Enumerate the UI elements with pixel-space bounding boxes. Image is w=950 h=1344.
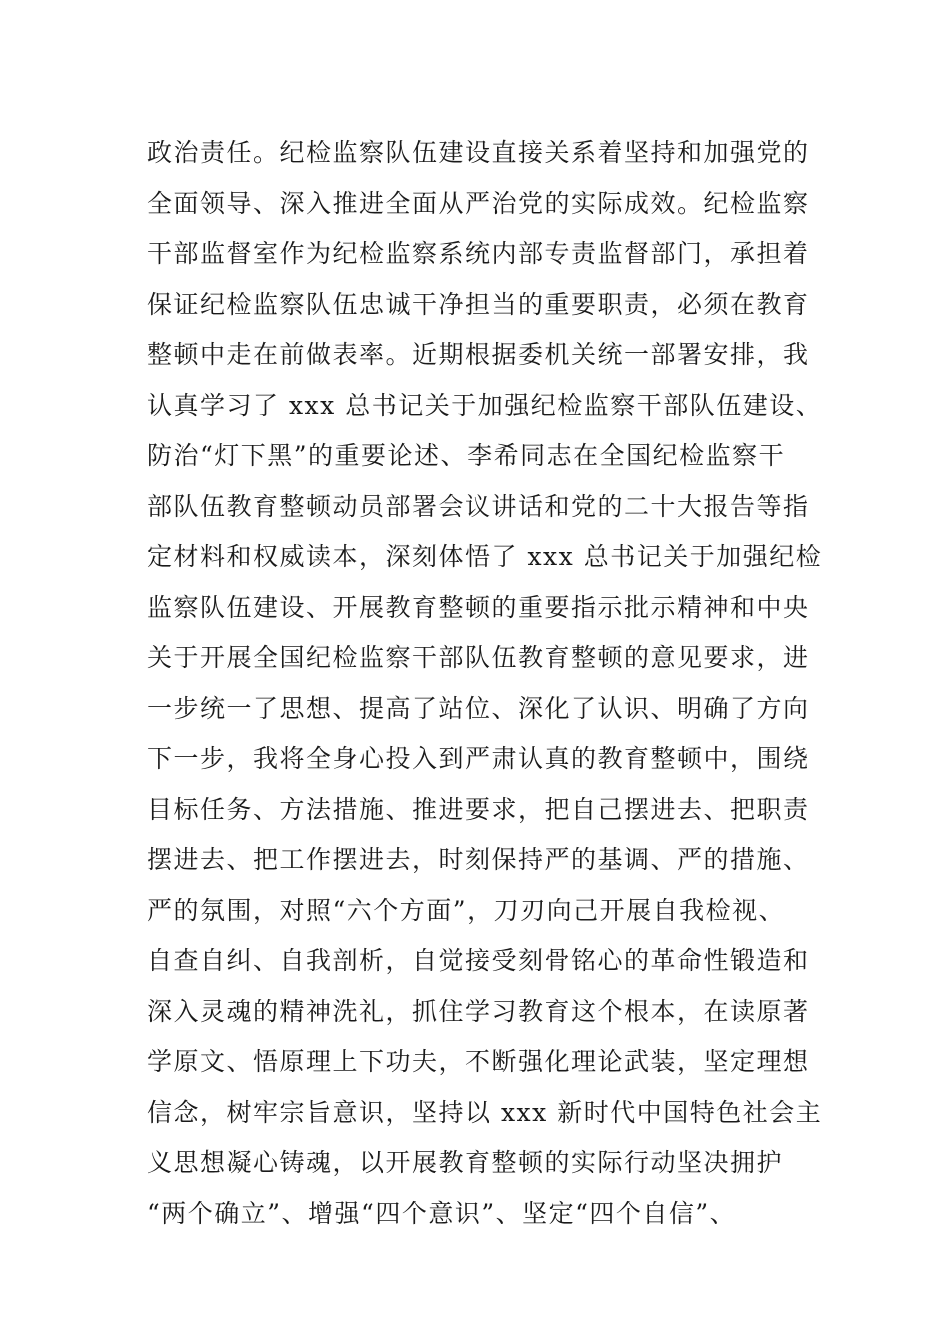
text-line-6: 认真学习了 xxx 总书记关于加强纪检监察干部队伍建设、 bbox=[147, 390, 823, 420]
text-line-17: 自查自纠、自我剖析，自觉接受刻骨铭心的革命性锻造和 bbox=[147, 946, 810, 975]
text-line-12: 一步统一了思想、提高了站位、深化了认识、明确了方向 bbox=[147, 693, 810, 723]
text-line-5: 整顿中走在前做表率。近期根据委机关统一部署安排，我 bbox=[147, 340, 810, 369]
text-line-11: 关于开展全国纪检监察干部队伍教育整顿的意见要求，进 bbox=[147, 643, 810, 672]
text-line-3: 干部监督室作为纪检监察系统内部专责监督部门，承担着 bbox=[147, 239, 810, 268]
text-line-16: 严的氛围，对照“六个方面”，刀刃向己开展自我检视、 bbox=[147, 895, 786, 925]
body-text bbox=[147, 128, 823, 1239]
text-line-14: 目标任务、方法措施、推进要求，把自己摆进去、把职责 bbox=[147, 794, 810, 824]
text-line-7: 防治“灯下黑”的重要论述、李希同志在全国纪检监察干 bbox=[147, 441, 786, 470]
text-line-22: “两个确立”、增强“四个意识”、坚定“四个自信”、 bbox=[147, 1198, 737, 1228]
text-line-21: 义思想凝心铸魂，以开展教育整顿的实际行动坚决拥护 bbox=[147, 1148, 784, 1177]
text-line-8: 部队伍教育整顿动员部署会议讲话和党的二十大报告等指 bbox=[147, 491, 810, 521]
text-line-15: 摆进去、把工作摆进去，时刻保持严的基调、严的措施、 bbox=[147, 845, 810, 874]
text-line-9: 定材料和权威读本，深刻体悟了 xxx 总书记关于加强纪检 bbox=[147, 542, 823, 571]
text-line-19: 学原文、悟原理上下功夫，不断强化理论武装，坚定理想 bbox=[147, 1047, 810, 1076]
text-line-20: 信念，树牢宗旨意识，坚持以 xxx 新时代中国特色社会主 bbox=[147, 1097, 823, 1127]
text-line-13: 下一步，我将全身心投入到严肃认真的教育整顿中，围绕 bbox=[147, 744, 810, 773]
text-line-2: 全面领导、深入推进全面从严治党的实际成效。纪检监察 bbox=[147, 188, 810, 218]
text-line-4: 保证纪检监察队伍忠诚干净担当的重要职责，必须在教育 bbox=[147, 289, 810, 319]
text-line-10: 监察队伍建设、开展教育整顿的重要指示批示精神和中央 bbox=[147, 592, 810, 622]
text-line-1: 政治责任。纪检监察队伍建设直接关系着坚持和加强党的 bbox=[147, 138, 810, 167]
text-line-18: 深入灵魂的精神洗礼，抓住学习教育这个根本，在读原著 bbox=[147, 996, 810, 1026]
